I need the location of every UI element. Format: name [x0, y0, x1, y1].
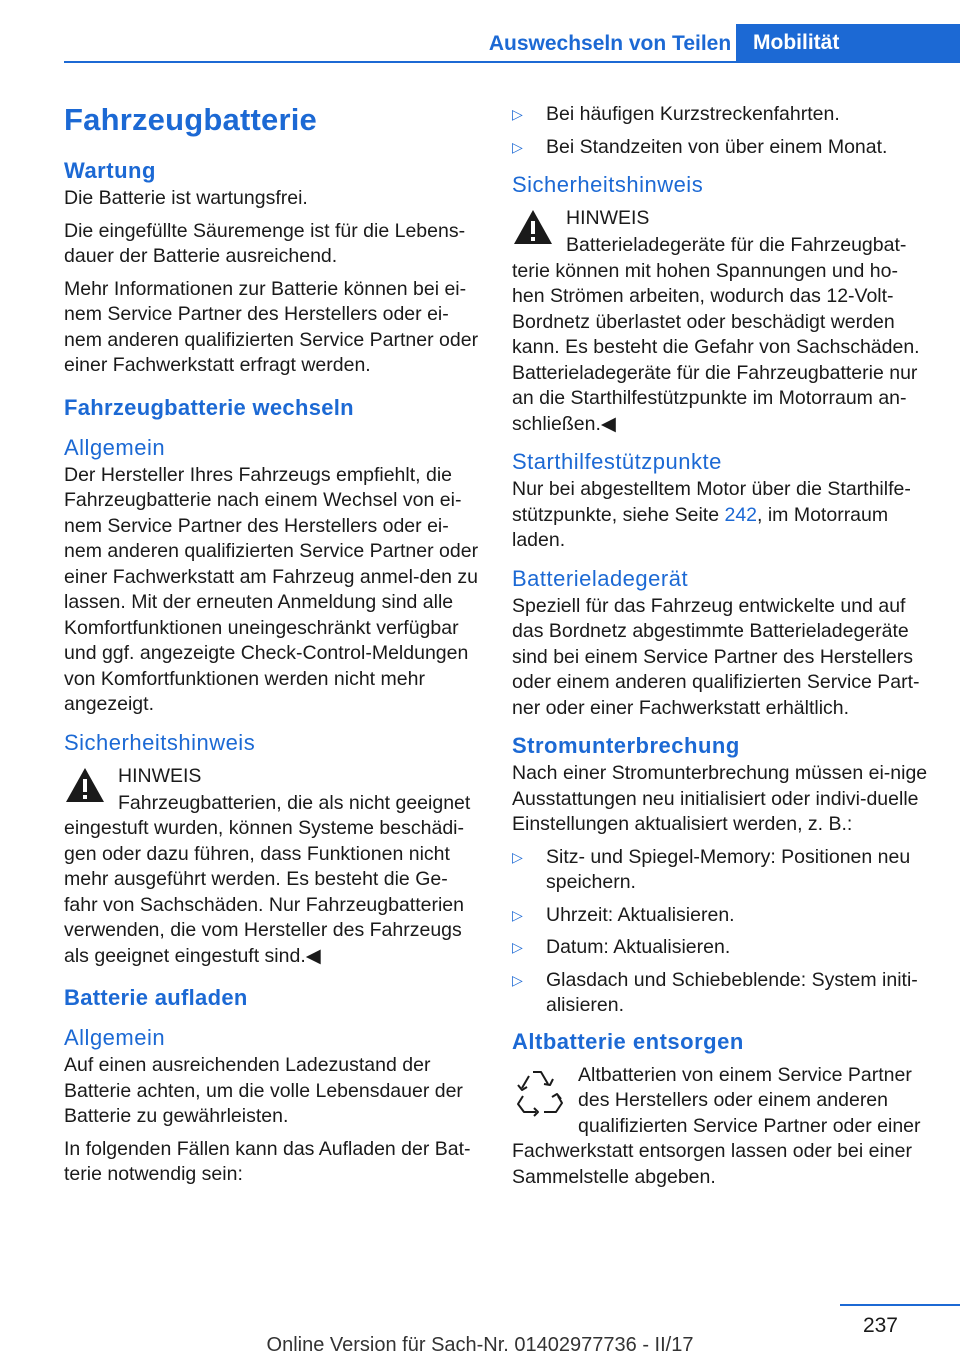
header-chapter-tab: Mobilität — [736, 24, 960, 63]
warning-text: Batterieladegeräte für die Fahrzeugbat‐terie können mit hohen Spannungen und ho‐hen Strömen arbeiten, wodurch das 12-Volt-Bordnetz überlastet oder beschädigt werden kann. Es besteht die Gefahr von Sachschäden. Batterieladegeräte für die Fahrzeugbatterie nur an die Starthilfestützpunkte im Motorraum an‐schließen.◀ — [512, 234, 920, 435]
ladegeraet-heading: Batterieladegerät — [512, 565, 689, 591]
bullet-triangle-icon: ▷ — [512, 106, 523, 122]
warning-label: HINWEIS — [118, 764, 202, 787]
list-item: ▷ Bei häufigen Kurzstreckenfahrten. — [512, 102, 928, 128]
altbatterie-heading: Altbatterie entsorgen — [512, 1028, 744, 1054]
warning-triangle-icon — [512, 208, 554, 246]
warning-block-left — [64, 762, 480, 970]
altbatterie-paragraph: Altbatterien von einem Service Partner des Herstellers oder einem anderen qualifizierten Service Partner oder einer Fachwerkstatt entsorgen lassen oder bei einer Sammelstelle abgeben. — [512, 1063, 921, 1188]
altbatterie-block — [512, 1063, 928, 1191]
list-item: ▷ Glasdach und Schiebeblende: System initi‐alisieren. — [512, 968, 918, 1016]
charging-cases-list — [512, 102, 928, 160]
bullet-triangle-icon: ▷ — [512, 971, 523, 988]
starthilfe-paragraph: Nur bei abgestelltem Motor über die Starthilfe‐stützpunkte, siehe Seite 242, im Motorraum laden. — [512, 478, 911, 551]
aufladen-paragraph-2: In folgenden Fällen kann das Aufladen der Bat‐terie notwendig sein: — [64, 1137, 471, 1185]
bullet-triangle-icon: ▷ — [512, 848, 523, 865]
list-item: ▷ Bei Standzeiten von über einem Monat. — [512, 135, 928, 161]
strom-paragraph: Nach einer Stromunterbrechung müssen ei‐nige Ausstattungen neu initialisiert oder indivi‐duelle Einstellungen aktualisiert werden, z. B.: — [512, 762, 928, 835]
warning-block-right — [512, 204, 928, 437]
aufladen-paragraph-1: Auf einen ausreichenden Ladezustand der Batterie achten, um die volle Lebensdauer der Batterie zu gewährleisten. — [64, 1054, 463, 1127]
list-item: ▷ Sitz- und Spiegel-Memory: Positionen neu speichern. — [512, 845, 911, 893]
footer-version-note: Online Version für Sach-Nr. 01402977736 - II/17 — [266, 1334, 694, 1356]
bullet-triangle-icon: ▷ — [512, 939, 523, 955]
warning-triangle-icon — [64, 766, 106, 804]
header-section-title: Auswechseln von Teilen — [488, 32, 732, 55]
wechseln-heading: Fahrzeugbatterie wechseln — [64, 394, 354, 420]
bullet-triangle-icon: ▷ — [512, 906, 523, 923]
allgemein-heading-2: Allgemein — [64, 1025, 166, 1050]
page-number: 237 — [862, 1314, 898, 1337]
aufladen-heading: Batterie aufladen — [64, 985, 248, 1010]
warning-label: HINWEIS — [566, 207, 650, 229]
sicherheit-heading-left: Sicherheitshinweis — [64, 729, 256, 755]
reset-items-list — [512, 845, 928, 1019]
warning-text: Fahrzeugbatterien, die als nicht geeignet eingestuft wurden, können Systeme beschädi‐gen oder dazu führen, dass Funktionen nicht mehr ausgeführt werden. Es besteht die Ge‐fahr von Sachschäden. Nur Fahrzeugbatterien verwenden, die vom Hersteller des Fahrzeugs als geeignet eingestuft sind.◀ — [64, 791, 471, 967]
right-column — [512, 100, 928, 1197]
page-title: Fahrzeugbatterie — [64, 102, 317, 137]
sicherheit-heading-right: Sicherheitshinweis — [512, 172, 704, 197]
allgemein-heading-1: Allgemein — [64, 434, 166, 460]
recycling-icon — [512, 1063, 568, 1119]
starthilfe-heading: Starthilfestützpunkte — [512, 449, 722, 474]
strom-heading: Stromunterbrechung — [512, 733, 740, 758]
page-number-rule — [840, 1304, 960, 1306]
list-item: ▷ Uhrzeit: Aktualisieren. — [512, 903, 928, 929]
allgemein-paragraph-1: Der Hersteller Ihres Fahrzeugs empfiehlt, die Fahrzeugbatterie nach einem Wechsel von ei‐nem Service Partner des Herstellers oder ei‐nem anderen qualifizierten Service Partner oder einer Fachwerkstatt am Fahrzeug anmel‐den zu lassen. Mit der erneuten Anmeldung sind alle Komfortfunktionen uneingeschränkt verfügbar und ggf. angezeigte Check-Control-Meldungen von Komfortfunktionen werden nicht mehr angezeigt. — [64, 463, 479, 715]
wartung-paragraph-3: Mehr Informationen zur Batterie können bei ei‐nem Service Partner des Herstellers oder ei‐nem anderen qualifizierten Service Partner oder einer Fachwerkstatt erfragt werden. — [64, 277, 479, 376]
wartung-paragraph-2: Die eingefüllte Säuremenge ist für die Lebens‐dauer der Batterie ausreichend. — [64, 219, 466, 267]
bullet-triangle-icon: ▷ — [512, 138, 523, 155]
wartung-paragraph-1: Die Batterie ist wartungsfrei. — [64, 187, 308, 209]
left-column — [64, 100, 480, 1195]
ladegeraet-paragraph: Speziell für das Fahrzeug entwickelte und auf das Bordnetz abgestimmte Batterieladegeräte sind bei einem Service Partner des Herstellers oder einem anderen qualifizierten Service Part‐ner oder einer Fachwerkstatt erhältlich. — [512, 594, 920, 719]
page-reference-link[interactable]: 242 — [724, 503, 758, 526]
list-item: ▷ Datum: Aktualisieren. — [512, 935, 928, 961]
wartung-heading: Wartung — [64, 158, 156, 183]
